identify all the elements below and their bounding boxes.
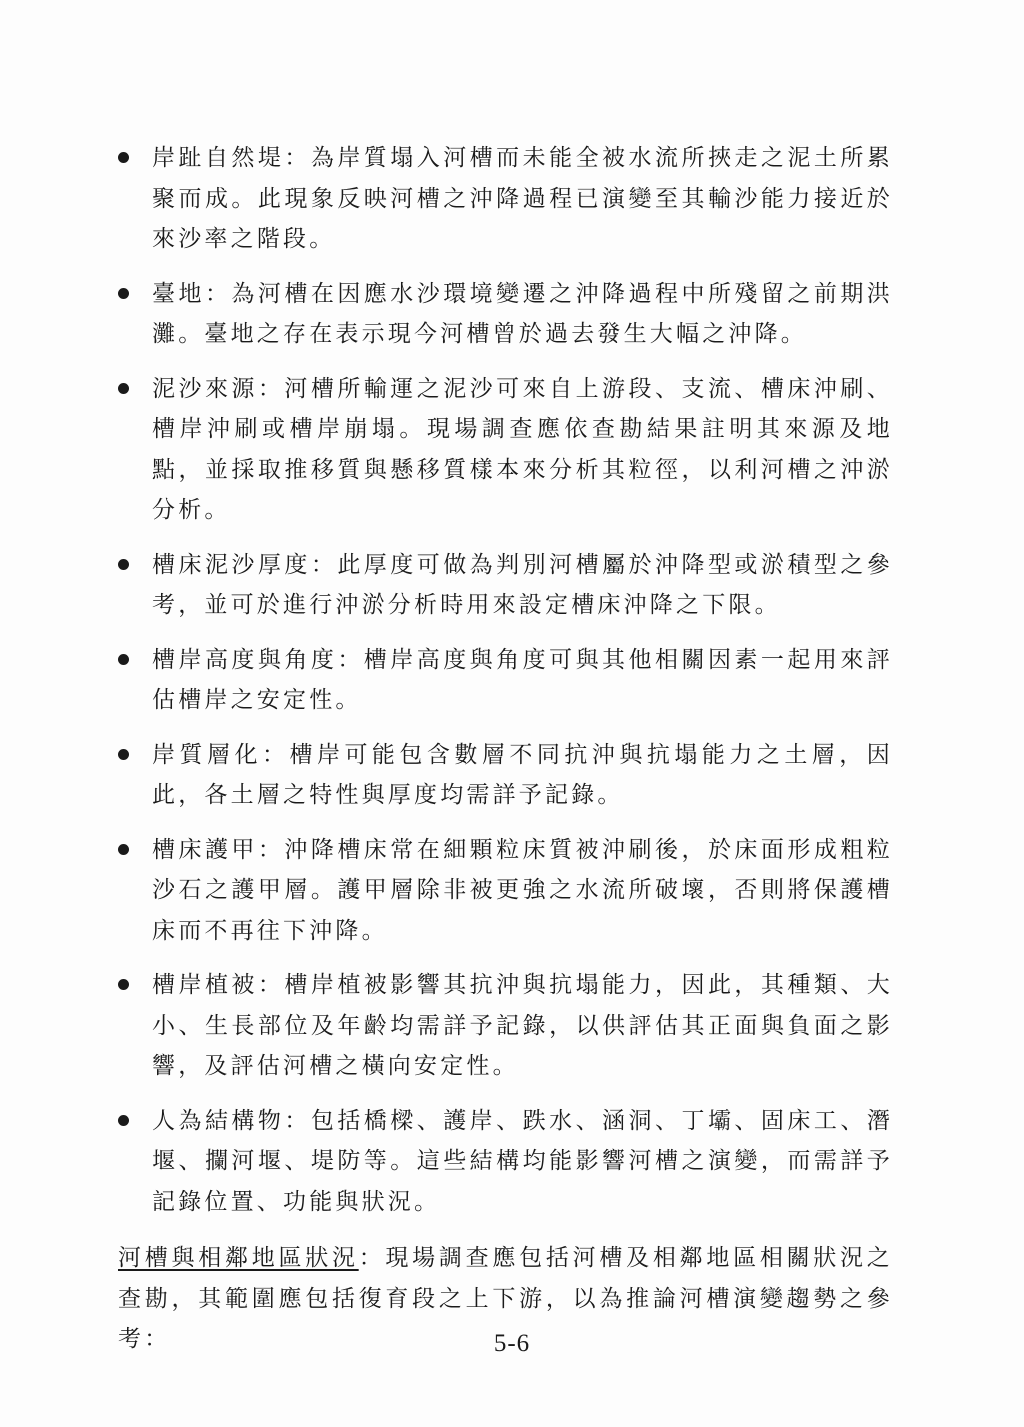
bullet-text: 岸質層化：槽岸可能包含數層不同抗沖與抗塌能力之土層，因此，各土層之特性與厚度均需詳予記錄。 <box>152 741 893 808</box>
bullet-item-bank-stratification <box>118 735 893 816</box>
bullet-dot-icon <box>118 559 129 570</box>
page-content <box>118 138 893 1360</box>
bullet-dot-icon <box>118 152 129 163</box>
bullet-dot-icon <box>118 749 129 760</box>
bullet-dot-icon <box>118 844 129 855</box>
bullet-text: 泥沙來源：河槽所輸運之泥沙可來自上游段、支流、槽床沖刷、槽岸沖刷或槽岸崩塌。現場調查應依查勘結果註明其來源及地點，並採取推移質與懸移質樣本來分析其粒徑，以利河槽之沖淤分析。 <box>152 375 893 523</box>
bullet-item-bank-vegetation <box>118 965 893 1087</box>
bullet-text: 槽岸植被：槽岸植被影響其抗沖與抗塌能力，因此，其種類、大小、生長部位及年齡均需詳予記錄，以供評估其正面與負面之影響，及評估河槽之橫向安定性。 <box>152 972 893 1079</box>
bullet-dot-icon <box>118 288 129 299</box>
bullet-dot-icon <box>118 979 129 990</box>
bullet-text: 槽床泥沙厚度：此厚度可做為判別河槽屬於沖降型或淤積型之參考，並可於進行沖淤分析時用來設定槽床沖降之下限。 <box>152 551 893 618</box>
bullet-dot-icon <box>118 1115 129 1126</box>
bullet-text: 臺地：為河槽在因應水沙環境變遷之沖降過程中所殘留之前期洪灘。臺地之存在表示現今河槽曾於過去發生大幅之沖降。 <box>152 280 893 347</box>
bullet-item-bed-sediment-thickness <box>118 545 893 626</box>
bullet-text: 人為結構物：包括橋樑、護岸、跌水、涵洞、丁壩、固床工、潛堰、攔河堰、堤防等。這些結構均能影響河槽之演變，而需詳予記錄位置、功能與狀況。 <box>152 1107 893 1215</box>
bullet-item-sediment-source <box>118 369 893 531</box>
bullet-item-man-made-structures <box>118 1101 893 1223</box>
bullet-list <box>118 138 893 1222</box>
bullet-item-bank-height-angle <box>118 640 893 721</box>
bullet-text: 岸趾自然堤：為岸質塌入河槽而未能全被水流所挾走之泥土所累聚而成。此現象反映河槽之沖降過程已演變至其輸沙能力接近於來沙率之階段。 <box>152 145 893 252</box>
bullet-dot-icon <box>118 383 129 394</box>
bullet-text: 槽床護甲：沖降槽床常在細顆粒床質被沖刷後，於床面形成粗粒沙石之護甲層。護甲層除非被更強之水流所破壞，否則將保護槽床而不再往下沖降。 <box>152 836 893 944</box>
bullet-item-bed-armor <box>118 830 893 952</box>
page-number: 5-6 <box>493 1330 531 1357</box>
bullet-dot-icon <box>118 654 129 665</box>
bullet-item-terrace <box>118 274 893 355</box>
bullet-text: 槽岸高度與角度：槽岸高度與角度可與其他相關因素一起用來評估槽岸之安定性。 <box>152 646 893 713</box>
section-text: ：現場調查應包括河槽及相鄰地區相關狀況之查勘，其範圍應包括復育段之上下游，以為推論河槽演變趨勢之參考： <box>118 1245 893 1352</box>
section-heading: 河槽與相鄰地區狀況 <box>118 1245 359 1271</box>
bullet-item-levee <box>118 138 893 260</box>
